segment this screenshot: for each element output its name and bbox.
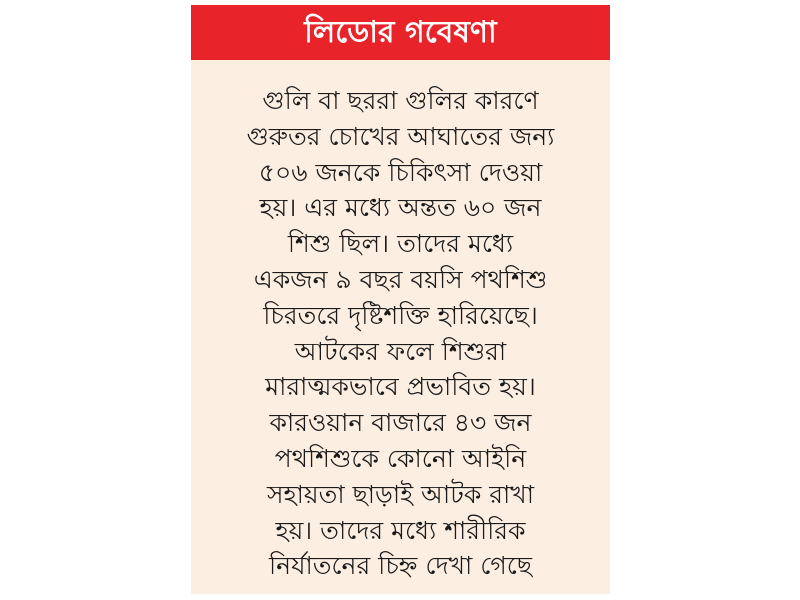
- box-title: লিডোর গবেষণা: [191, 5, 610, 60]
- text-line: মারাত্মকভাবে প্রভাবিত হয়।: [265, 372, 536, 402]
- text-line: চিরতরে দৃষ্টিশক্তি হারিয়েছে।: [263, 300, 538, 330]
- text-line: ৫০৬ জনকে চিকিৎসা দেওয়া: [258, 157, 543, 187]
- text-line: হয়। তাদের মধ্যে শারীরিক: [275, 515, 526, 545]
- text-line: গুলি বা ছররা গুলির কারণে: [262, 86, 539, 115]
- text-line: নির্যাতনের চিহ্ন দেখা গেছে: [269, 551, 532, 581]
- text-line: সহায়তা ছাড়াই আটক রাখা: [267, 479, 534, 509]
- text-line: আটকের ফলে শিশুরা: [294, 336, 507, 366]
- text-line: কারওয়ান বাজারে ৪৩ জন: [269, 408, 532, 438]
- text-line: পথশিশুকে কোনো আইনি: [274, 443, 527, 473]
- text-line: হয়। এর মধ্যে অন্তত ৬০ জন: [259, 193, 542, 223]
- text-line: শিশু ছিল। তাদের মধ্যে: [287, 229, 514, 259]
- text-line: গুরুতর চোখের আঘাতের জন্য: [246, 121, 555, 151]
- info-box: [191, 5, 610, 594]
- body-text: [201, 83, 600, 584]
- text-line: একজন ৯ বছর বয়সি পথশিশু: [253, 264, 548, 294]
